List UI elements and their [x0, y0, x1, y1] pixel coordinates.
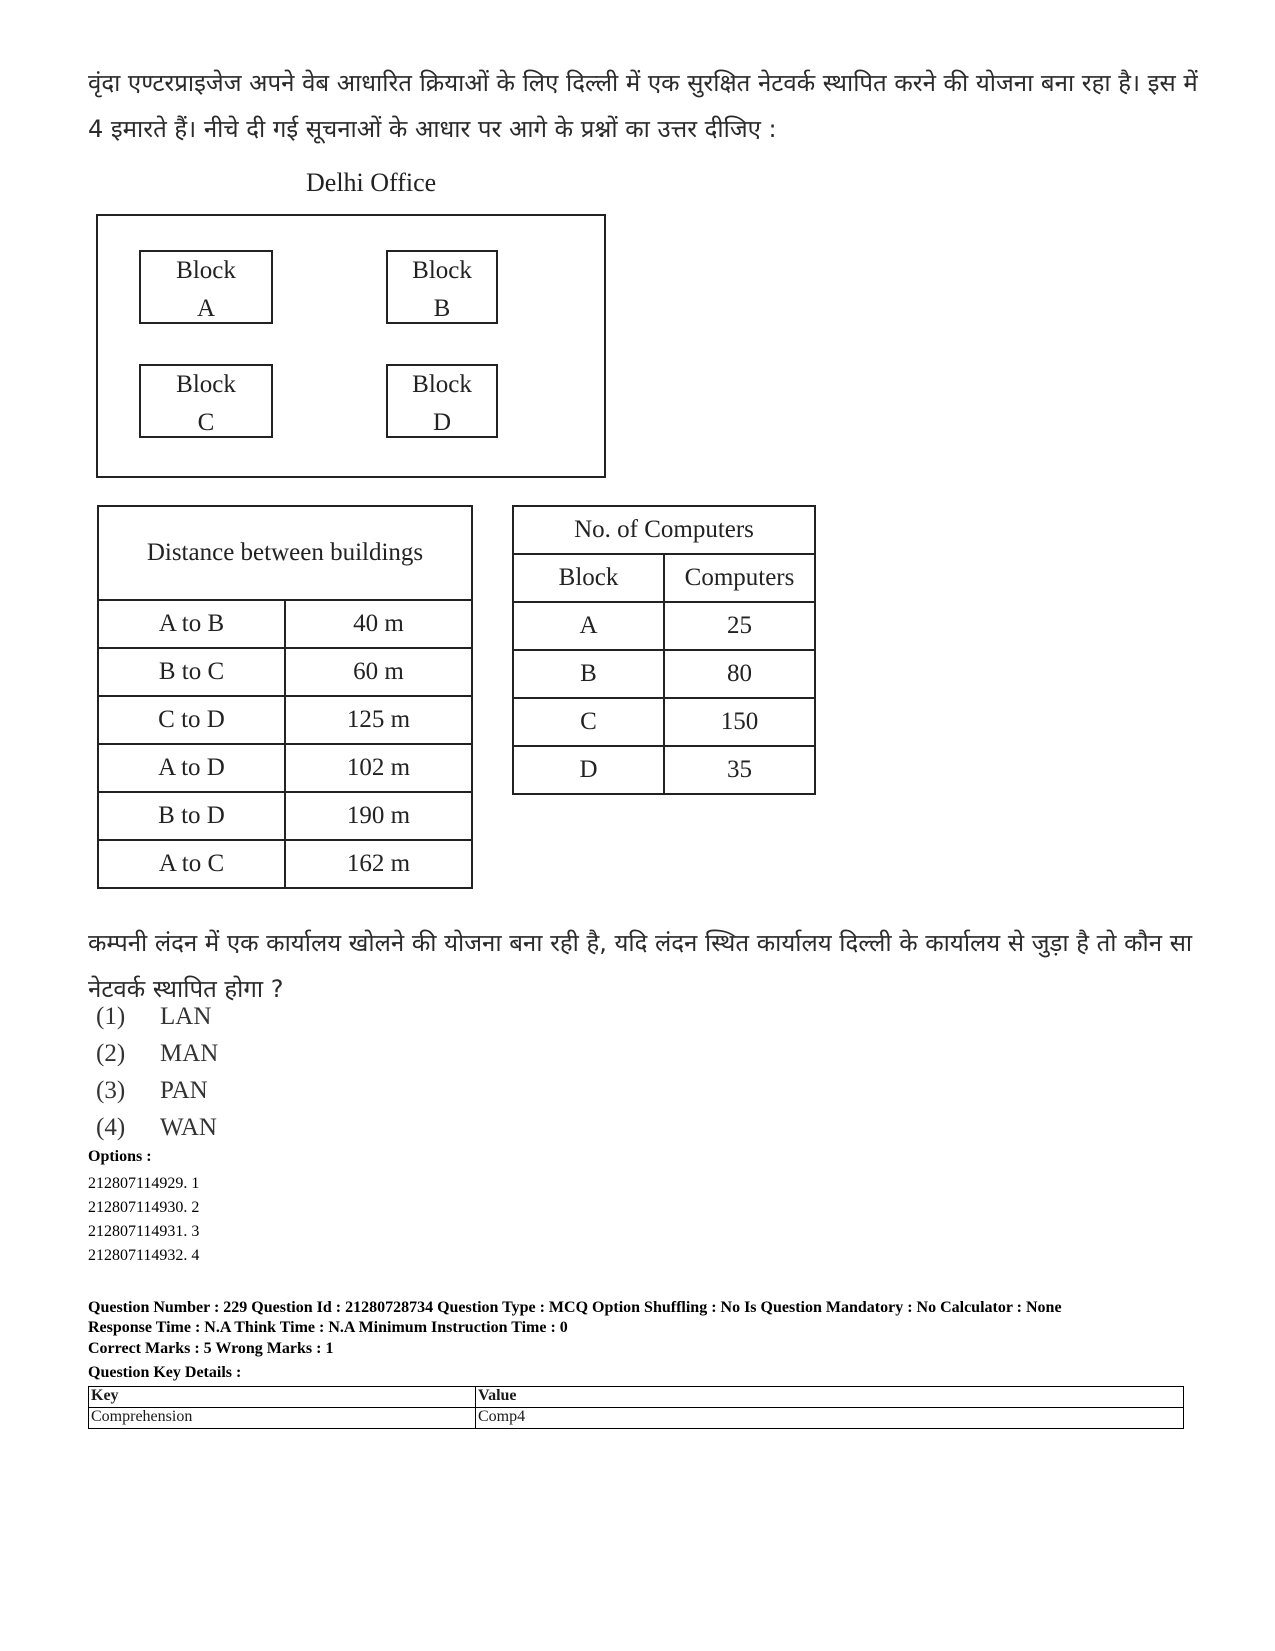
table-row [513, 698, 815, 746]
distance-cell: 40 m [285, 600, 472, 648]
pair-cell: C to D [98, 696, 285, 744]
option-id: 212807114930. 2 [88, 1199, 200, 1216]
block-b [386, 250, 498, 324]
choice-text: LAN [160, 1003, 212, 1030]
computers-cell: 35 [664, 746, 815, 794]
computers-table [512, 505, 816, 795]
table-row [98, 648, 472, 696]
pair-cell: B to C [98, 648, 285, 696]
distance-cell: 190 m [285, 792, 472, 840]
computers-cell: 25 [664, 602, 815, 650]
pair-cell: B to D [98, 792, 285, 840]
option-id: 212807114929. 1 [88, 1175, 200, 1192]
choice-1 [96, 998, 218, 1035]
block-letter: B [433, 295, 451, 322]
computers-cell: 150 [664, 698, 815, 746]
block-cell: B [513, 650, 664, 698]
option-id: 212807114931. 3 [88, 1223, 200, 1240]
key-details-label: Question Key Details : [88, 1364, 242, 1381]
distance-table-header: Distance between buildings [98, 506, 472, 600]
col-header-computers: Computers [664, 554, 815, 602]
pair-cell: A to D [98, 744, 285, 792]
block-a [139, 250, 273, 324]
block-word: Block [412, 371, 472, 398]
block-cell: A [513, 602, 664, 650]
question-info [88, 1298, 1208, 1338]
block-d [386, 364, 498, 438]
block-letter: D [432, 409, 452, 436]
distance-cell: 162 m [285, 840, 472, 888]
distance-table [97, 505, 473, 889]
options-label: Options : [88, 1148, 152, 1165]
table-row [98, 600, 472, 648]
choice-number: (2) [96, 1040, 126, 1067]
question-info-line: Response Time : N.A Think Time : N.A Minimum Instruction Time : 0 [88, 1319, 568, 1336]
block-cell: C [513, 698, 664, 746]
block-letter: A [196, 295, 216, 322]
table-row [98, 792, 472, 840]
table-row [513, 602, 815, 650]
key-details-table [88, 1386, 1184, 1429]
distance-cell: 60 m [285, 648, 472, 696]
intro-paragraph: वृंदा एण्टरप्राइजेज अपने वेब आधारित क्रियाओं के लिए दिल्ली में एक सुरक्षित नेटवर्क स्थापित करने की योजना बना रहा है। इस में 4 इमारते हैं। नीचे दी गई सूचनाओं के आधार पर आगे के प्रश्नों का उत्तर दीजिए : [88, 69, 1198, 143]
option-id: 212807114932. 4 [88, 1247, 200, 1264]
choice-text: PAN [160, 1077, 208, 1104]
option-id-list [88, 1172, 199, 1268]
choice-text: WAN [160, 1114, 217, 1141]
value-cell: Comp4 [476, 1408, 1184, 1429]
block-c [139, 364, 273, 438]
choice-number: (4) [96, 1114, 126, 1141]
question-info-line: Question Number : 229 Question Id : 21280728734 Question Type : MCQ Option Shuffling : No Is Question Mandatory : No Calculator : None [88, 1299, 1062, 1316]
pair-cell: A to B [98, 600, 285, 648]
table-row [89, 1408, 1184, 1429]
table-row [98, 744, 472, 792]
block-word: Block [176, 371, 236, 398]
table-row [513, 650, 815, 698]
pair-cell: A to C [98, 840, 285, 888]
question-text: कम्पनी लंदन में एक कार्यालय खोलने की योजना बना रही है, यदि लंदन स्थित कार्यालय दिल्ली के कार्यालय से जुड़ा है तो कौन सा नेटवर्क स्थापित होगा ? [88, 929, 1193, 1003]
block-cell: D [513, 746, 664, 794]
choice-number: (1) [96, 1003, 126, 1030]
distance-cell: 102 m [285, 744, 472, 792]
computers-cell: 80 [664, 650, 815, 698]
choice-2 [96, 1035, 218, 1072]
key-header: Key [89, 1387, 476, 1408]
block-word: Block [412, 257, 472, 284]
marks-info: Correct Marks : 5 Wrong Marks : 1 [88, 1340, 334, 1357]
choice-4 [96, 1109, 218, 1146]
key-cell: Comprehension [89, 1408, 476, 1429]
choice-text: MAN [160, 1040, 219, 1067]
choice-number: (3) [96, 1077, 126, 1104]
col-header-block: Block [513, 554, 664, 602]
table-row [513, 746, 815, 794]
computers-table-header: No. of Computers [513, 506, 815, 554]
diagram-title: Delhi Office [306, 168, 437, 197]
block-letter: C [197, 409, 215, 436]
answer-choices [96, 998, 218, 1146]
table-row [98, 840, 472, 888]
distance-cell: 125 m [285, 696, 472, 744]
delhi-office-diagram [96, 214, 606, 478]
value-header: Value [476, 1387, 1184, 1408]
table-row [98, 696, 472, 744]
block-word: Block [176, 257, 236, 284]
choice-3 [96, 1072, 218, 1109]
